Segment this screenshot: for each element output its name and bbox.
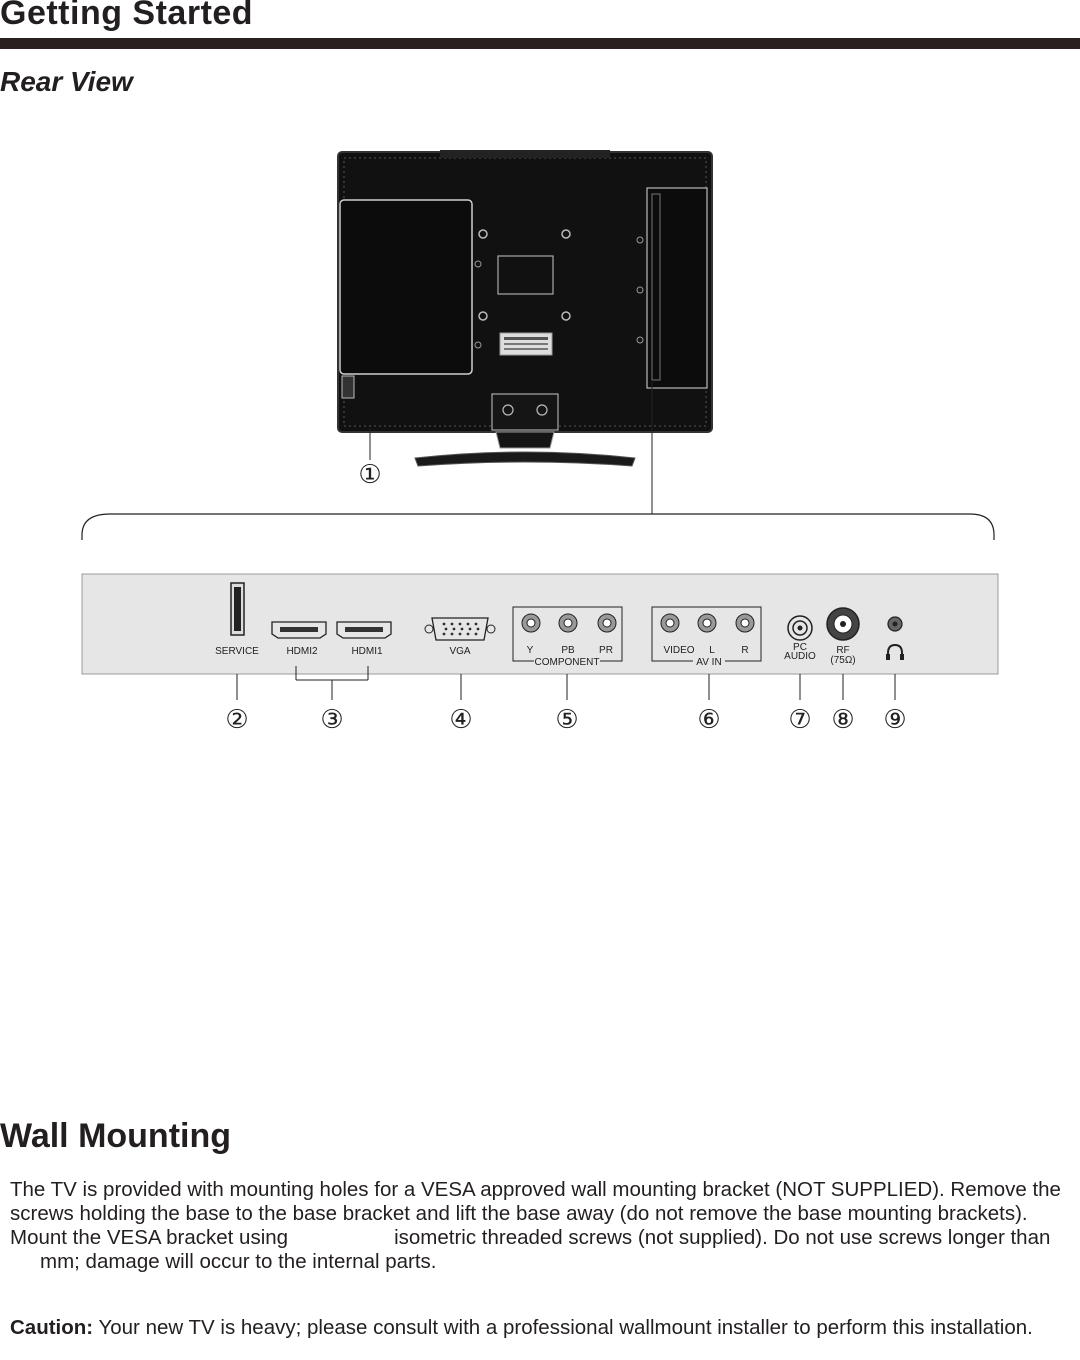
callout-6: ⑥	[697, 705, 721, 735]
callout-3: ③	[320, 705, 344, 735]
rf-label-2: (75Ω)	[830, 655, 856, 666]
rear-view-heading: Rear View	[0, 66, 133, 97]
rf-label-1: RF	[836, 645, 850, 656]
vga-port	[425, 618, 495, 640]
zoom-bracket	[82, 514, 994, 540]
pc-audio-label-2: AUDIO	[784, 651, 816, 662]
component-label: COMPONENT	[534, 657, 600, 668]
callout-1: ①	[358, 460, 382, 490]
rf-port	[827, 608, 859, 640]
service-port	[231, 583, 244, 635]
pr-label: PR	[599, 645, 613, 656]
wall-body-part-2: isometric threaded screws (not supplied). Do not use screws longer than	[394, 1226, 1051, 1249]
headphone-port	[888, 617, 902, 631]
service-label: SERVICE	[215, 646, 259, 657]
hdmi2-port	[272, 622, 326, 638]
callout-2: ②	[225, 705, 249, 735]
wall-body-part-3: mm; damage will occur to the internal parts.	[40, 1250, 437, 1273]
component-jacks	[522, 614, 616, 632]
callout-4: ④	[449, 705, 473, 735]
wall-body-part-1: The TV is provided with mounting holes for a VESA approved wall mounting bracket (NOT SUPPLIED). Remove the screws holding the base to the base bracket and lift the base away (do not remove the base mounting brackets). Mount the VESA bracket using	[10, 1178, 1061, 1249]
y-label: Y	[526, 645, 534, 656]
hdmi1-port	[337, 622, 391, 638]
caution-text: Your new TV is heavy; please consult with a professional wallmount installer to perform this installation.	[98, 1316, 1033, 1339]
wall-mounting-heading: Wall Mounting	[0, 1117, 232, 1155]
callout-9: ⑨	[883, 705, 907, 735]
av-in-label: AV IN	[696, 657, 722, 668]
hdmi1-label: HDMI1	[351, 646, 383, 657]
video-label: VIDEO	[663, 645, 695, 656]
tv-rear-illustration	[338, 150, 712, 466]
pb-label: PB	[561, 645, 575, 656]
callout-5: ⑤	[555, 705, 579, 735]
page-title: Getting Started	[0, 0, 254, 32]
vga-label: VGA	[449, 646, 471, 657]
callout-8: ⑧	[831, 705, 855, 735]
l-label: L	[709, 645, 715, 656]
pc-audio-port	[788, 616, 812, 640]
caution-label: Caution:	[10, 1316, 94, 1339]
av-in-jacks	[661, 614, 754, 632]
caution-paragraph	[10, 1316, 1072, 1340]
callout-7: ⑦	[788, 705, 812, 735]
hdmi2-label: HDMI2	[286, 646, 318, 657]
wall-mounting-body	[10, 1178, 1072, 1274]
r-label: R	[741, 645, 749, 656]
pc-audio-label-1: PC	[793, 642, 807, 653]
